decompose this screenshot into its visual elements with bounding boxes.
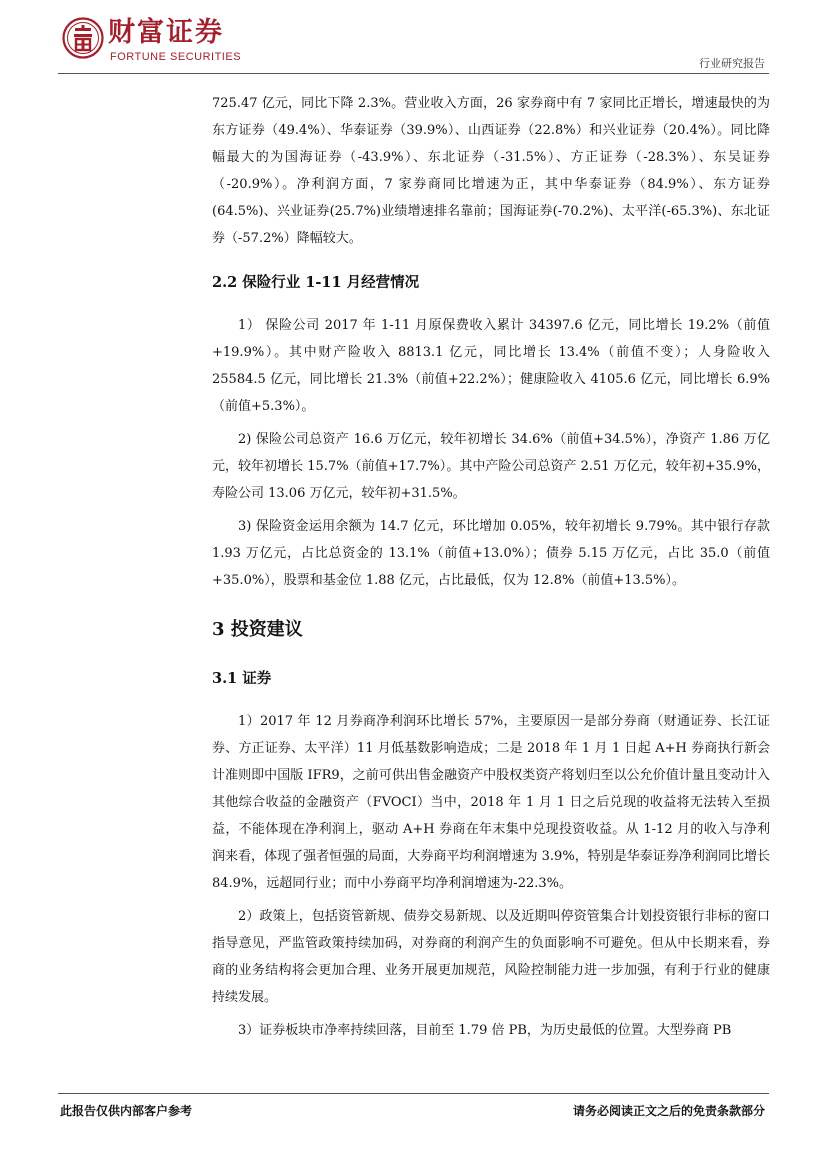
footer-disclaimer-left: 此报告仅供内部客户参考 — [60, 1104, 193, 1118]
heading-3: 3 投资建议 — [212, 619, 303, 640]
report-type-label: 行业研究报告 — [699, 57, 765, 70]
paragraph-securities-2: 2）政策上，包括资管新规、债券交易新规、以及近期叫停资管集合计划投资银行非标的窗口指导意见，严监管政策持续加码，对券商的利润产生的负面影响不可避免。但从中长期来看，券商的业务结构将会更加合理、业务开展更加规范，风险控制能力进一步加强，有利于行业的健康持续发展。 — [212, 909, 770, 1005]
document-body — [212, 90, 770, 1044]
footer-disclaimer-right: 请务必阅读正文之后的免责条款部分 — [572, 1104, 765, 1118]
paragraph-securities-1: 1）2017 年 12 月券商净利润环比增长 57%，主要原因一是部分券商（财通证券、长江证券、方正证券、太平洋）11 月低基数影响造成；二是 2018 年 1 月 1 日起 A+H 券商执行新会计准则即中国版 IFR9，之前可供出售金融资产中股权类资产将划归至以公允价值计量且变动计入其他综合收益的金融资产（FVOCI）当中，2018 年 1 月 1 日之后兑现的收益将无法转入至损益，不能体现在净利润上，驱动 A+H 券商在年末集中兑现投资收益。从 1-12 月的收入与净利润来看，体现了强者恒强的局面，大券商平均利润增速为 3.9%，特别是华泰证券净利润同比增长 84.9%，远超同行业；而中小券商平均净利润增速为-22.3%。 — [212, 714, 770, 891]
footer-divider — [58, 1093, 769, 1094]
page-header — [0, 0, 827, 74]
paragraph-insurance-1: 1） 保险公司 2017 年 1-11 月原保费收入累计 34397.6 亿元，同比增长 19.2%（前值+19.9%）。其中财产险收入 8813.1 亿元，同比增长 13.4%（前值不变）；人身险收入 25584.5 亿元，同比增长 21.3%（前值+22.2%）；健康险收入 4105.6 亿元，同比增长 6.9%（前值+5.3%）。 — [212, 318, 770, 414]
brand-name: 财富证券 — [108, 17, 224, 48]
brand-name-en: FORTUNE SECURITIES — [110, 51, 242, 63]
heading-2-2: 2.2 保险行业 1-11 月经营情况 — [212, 274, 420, 291]
paragraph-insurance-2: 2) 保险公司总资产 16.6 万亿元，较年初增长 34.6%（前值+34.5%），净资产 1.86 万亿元，较年初增长 15.7%（前值+17.7%）。其中产险公司总资产 2.51 万亿元，较年初+35.9%，寿险公司 13.06 万亿元，较年初+31.5%。 — [212, 432, 770, 501]
heading-3-1: 3.1 证券 — [212, 670, 272, 687]
fortune-securities-logo-icon — [62, 17, 104, 59]
paragraph-securities-3: 3）证券板块市净率持续回落，目前至 1.79 倍 PB，为历史最低的位置。大型券商 PB — [238, 1023, 732, 1038]
paragraph-intro: 725.47 亿元，同比下降 2.3%。营业收入方面，26 家券商中有 7 家同比正增长，增速最快的为东方证券（49.4%）、华泰证券（39.9%）、山西证券（22.8%）和兴业证券（20.4%）。同比降幅最大的为国海证券（-43.9%）、东北证券（-31.5%）、方正证券（-28.3%）、东吴证券（-20.9%）。净利润方面，7 家券商同比增速为正，其中华泰证券（84.9%）、东方证券(64.5%)、兴业证券(25.7%)业绩增速排名靠前；国海证券(-70.2%)、太平洋(-65.3%)、东北证券（-57.2%）降幅较大。 — [212, 96, 770, 246]
paragraph-insurance-3: 3) 保险资金运用余额为 14.7 亿元，环比增加 0.05%，较年初增长 9.79%。其中银行存款 1.93 万亿元，占比总资金的 13.1%（前值+13.0%）；债券 5.15 万亿元，占比 35.0（前值+35.0%），股票和基金位 1.88 亿元，占比最低，仅为 12.8%（前值+13.5%）。 — [212, 519, 770, 588]
header-divider — [58, 73, 769, 74]
